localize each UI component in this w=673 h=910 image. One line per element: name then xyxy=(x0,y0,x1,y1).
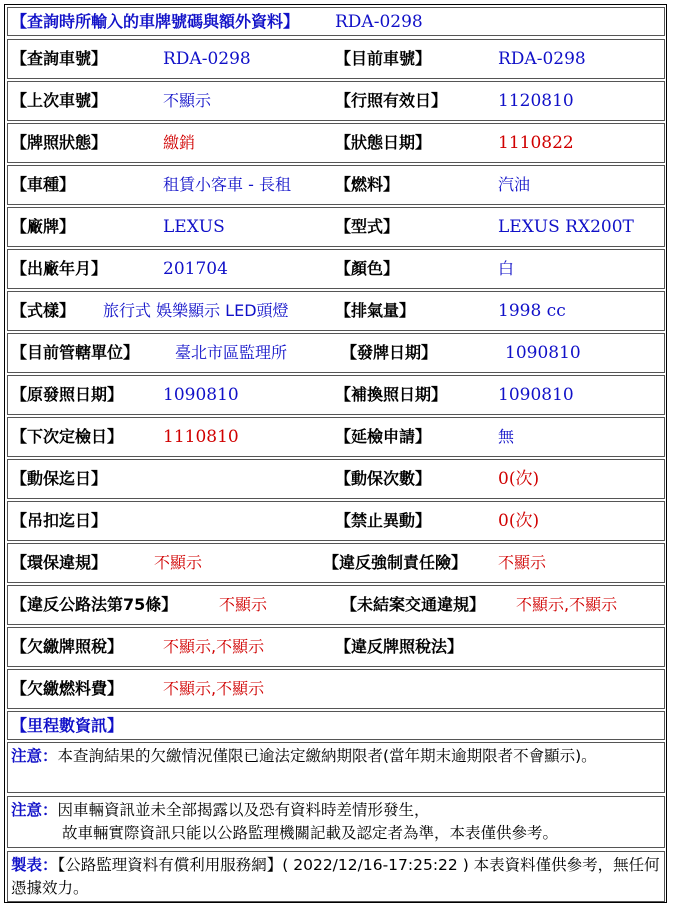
field-label-left: 【吊扣迄日】 xyxy=(11,511,108,530)
field-label-left: 【欠繳牌照稅】 xyxy=(11,637,124,656)
field-label-left: 【查詢車號】 xyxy=(11,49,108,68)
field-value-right: 0(次) xyxy=(498,469,540,489)
note2-line2: 故車輛實際資訊只能以公路監理機關記載及認定者為準，本表僅供參考。 xyxy=(62,824,559,842)
table-row xyxy=(7,501,665,541)
title-plate: RDA-0298 xyxy=(335,12,423,32)
field-label-right: 【違反強制責任險】 xyxy=(323,553,468,572)
table-row xyxy=(7,417,665,457)
field-label-right: 【行照有效日】 xyxy=(335,91,448,110)
field-label-right: 【未結案交通違規】 xyxy=(341,595,486,614)
table-row xyxy=(7,543,665,583)
table-row xyxy=(7,291,665,331)
table-row xyxy=(7,165,665,205)
table-row xyxy=(7,459,665,499)
note2-row xyxy=(7,796,665,848)
field-value-left: 臺北市區監理所 xyxy=(175,343,288,362)
field-label-left: 【違反公路法第75條】 xyxy=(11,595,178,614)
field-label-right: 【顏色】 xyxy=(335,259,400,278)
field-label-left: 【出廠年月】 xyxy=(11,259,108,278)
field-value-left: 旅行式 娛樂顯示 LED頭燈 xyxy=(103,301,289,320)
mileage-row xyxy=(7,711,665,740)
table-row xyxy=(7,333,665,373)
table-row xyxy=(7,627,665,667)
field-value-left: 201704 xyxy=(163,259,228,279)
field-label-right: 【型式】 xyxy=(335,217,400,236)
footer-text: 【公路監理資料有償利用服務網】( 2022/12/16-17:25:22 ) 本表資料僅供參考，無任何憑據效力。 xyxy=(11,856,660,897)
note2-paragraph xyxy=(11,799,661,845)
field-label-right: 【延檢申請】 xyxy=(335,427,432,446)
field-label-right: 【狀態日期】 xyxy=(335,133,432,152)
field-value-right: LEXUS RX200T xyxy=(498,217,634,237)
note1-text: 本查詢結果的欠繳情況僅限已逾法定繳納期限者(當年期末逾期限者不會顯示)。 xyxy=(57,747,597,765)
field-value-right: 白 xyxy=(498,259,515,278)
field-value-right: 1120810 xyxy=(498,91,574,111)
footer-label: 製表： xyxy=(11,856,58,874)
field-value-left: LEXUS xyxy=(163,217,225,237)
field-label-left: 【牌照狀態】 xyxy=(11,133,108,152)
table-row xyxy=(7,585,665,625)
field-label-right: 【發牌日期】 xyxy=(341,343,438,362)
note2-line1: 因車輛資訊並未全部揭露以及恐有資料時差情形發生， xyxy=(57,801,430,819)
field-value-right: 汽油 xyxy=(498,175,531,194)
field-value-right: 1090810 xyxy=(505,343,581,363)
title-label: 【查詢時所輸入的車牌號碼與額外資料】 xyxy=(11,12,300,31)
note1-row xyxy=(7,742,665,793)
mileage-label: 【里程數資訊】 xyxy=(11,716,124,735)
field-label-left: 【欠繳燃料費】 xyxy=(11,679,124,698)
field-value-left: 繳銷 xyxy=(163,133,196,152)
table-row xyxy=(7,39,665,79)
note1-paragraph xyxy=(11,745,661,768)
field-value-right: 不顯示 xyxy=(498,553,547,572)
field-label-left: 【車種】 xyxy=(11,175,76,194)
field-label-left: 【環保違規】 xyxy=(11,553,108,572)
field-value-right: 1110822 xyxy=(498,133,574,153)
field-value-left: 1090810 xyxy=(163,385,239,405)
field-label-right: 【禁止異動】 xyxy=(335,511,432,530)
title-row xyxy=(7,7,665,36)
field-label-right: 【動保次數】 xyxy=(335,469,432,488)
field-value-left: 不顯示,不顯示 xyxy=(163,679,265,698)
footer-paragraph xyxy=(11,854,661,900)
field-value-left: 不顯示,不顯示 xyxy=(163,637,265,656)
note2-label: 注意： xyxy=(11,801,58,819)
field-label-right: 【目前車號】 xyxy=(335,49,432,68)
field-value-right: 1090810 xyxy=(498,385,574,405)
field-label-right: 【補換照日期】 xyxy=(335,385,448,404)
field-value-right: 0(次) xyxy=(498,511,540,531)
field-value-right: 不顯示,不顯示 xyxy=(516,595,618,614)
field-label-left: 【目前管轄單位】 xyxy=(11,343,140,362)
note1-label: 注意： xyxy=(11,747,58,765)
field-value-left: 不顯示 xyxy=(163,91,212,110)
field-label-left: 【式樣】 xyxy=(11,301,76,320)
field-value-right: RDA-0298 xyxy=(498,49,586,69)
field-label-left: 【動保迄日】 xyxy=(11,469,108,488)
field-value-right: 1998 cc xyxy=(498,301,566,321)
field-label-right: 【違反牌照稅法】 xyxy=(335,637,464,656)
table-row xyxy=(7,249,665,289)
table-row xyxy=(7,669,665,709)
table-row xyxy=(7,123,665,163)
field-value-left: 不顯示 xyxy=(154,553,203,572)
field-value-right: 無 xyxy=(498,427,515,446)
field-value-left: 不顯示 xyxy=(219,595,268,614)
field-value-left: 租賃小客車 - 長租 xyxy=(163,175,291,194)
table-row xyxy=(7,375,665,415)
field-label-left: 【上次車號】 xyxy=(11,91,108,110)
field-value-left: RDA-0298 xyxy=(163,49,251,69)
field-label-right: 【燃料】 xyxy=(335,175,400,194)
field-label-left: 【原發照日期】 xyxy=(11,385,124,404)
field-value-left: 1110810 xyxy=(163,427,239,447)
field-label-left: 【下次定檢日】 xyxy=(11,427,124,446)
table-row xyxy=(7,81,665,121)
field-label-left: 【廠牌】 xyxy=(11,217,76,236)
field-label-right: 【排氣量】 xyxy=(335,301,416,320)
footer-row xyxy=(7,851,665,902)
table-row xyxy=(7,207,665,247)
